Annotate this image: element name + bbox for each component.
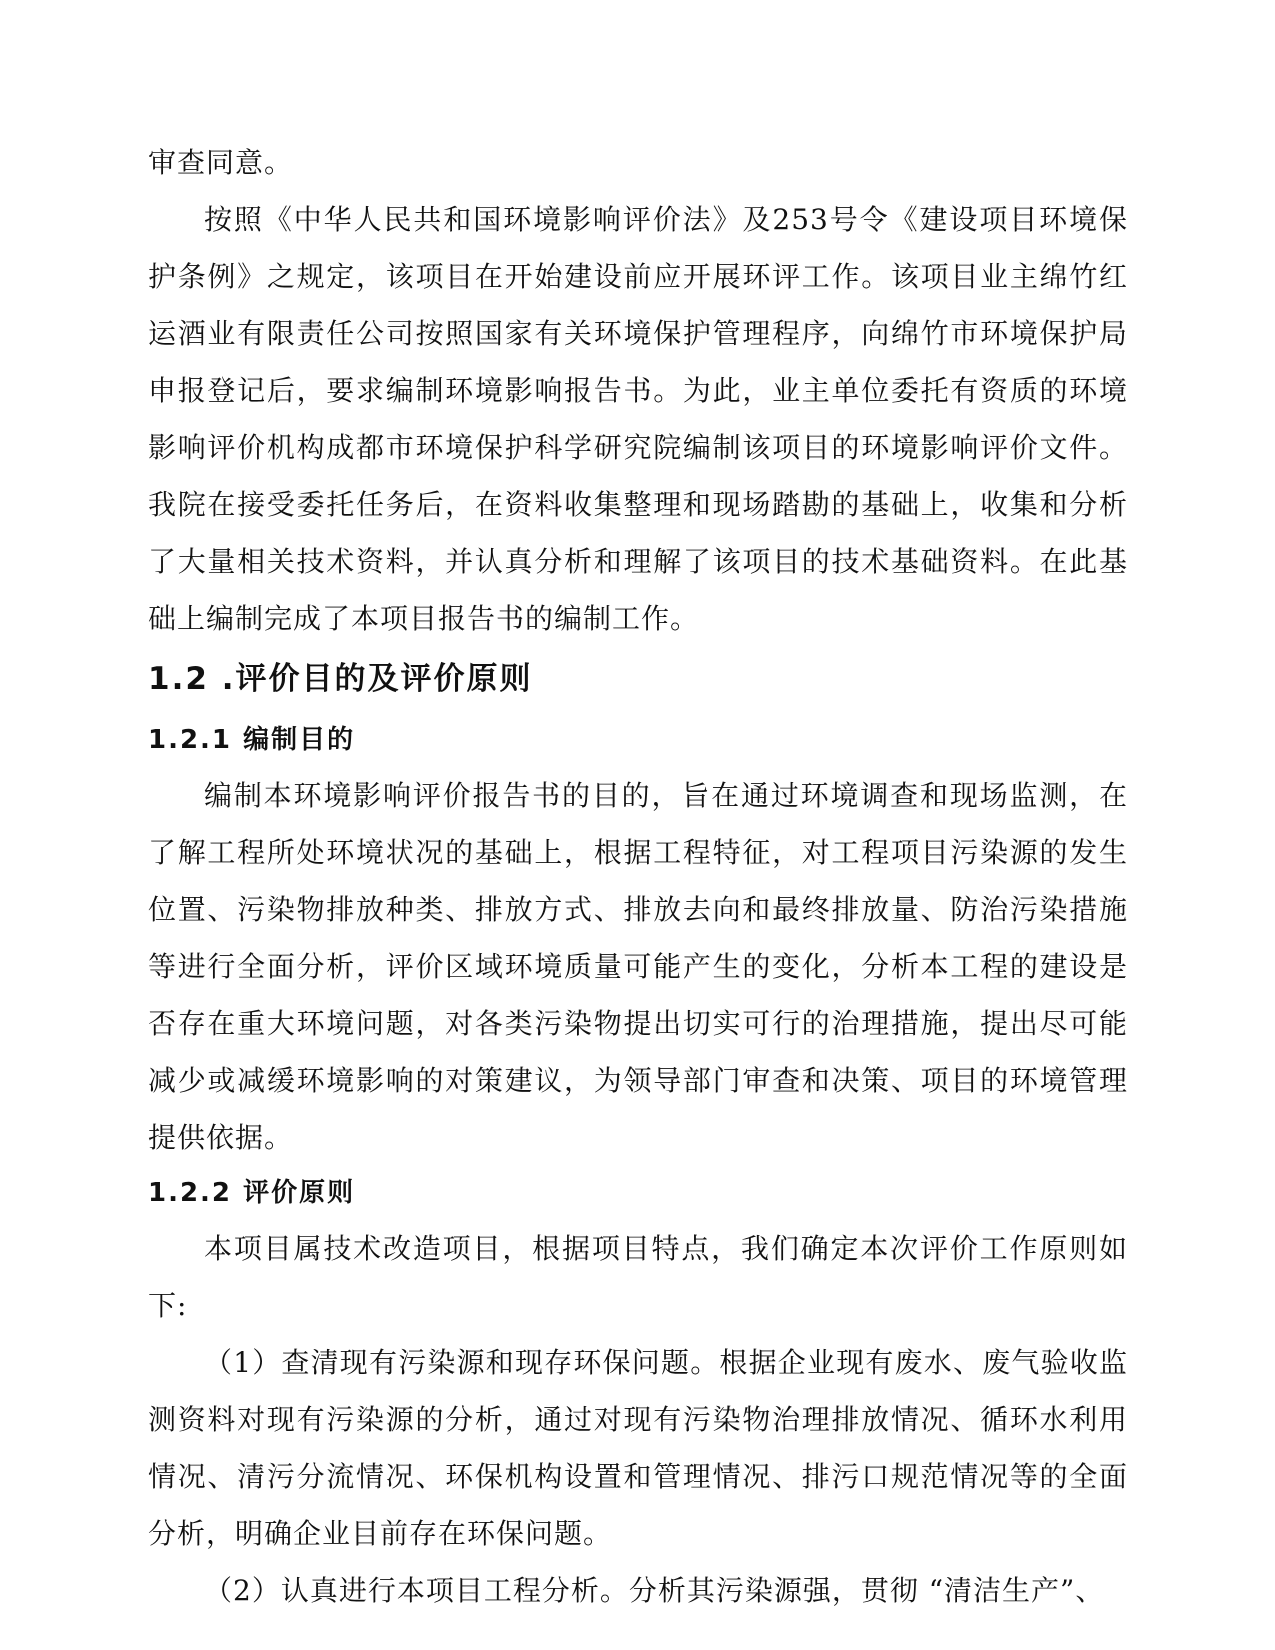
section-title-1-2-2: 1.2.2 评价原则 xyxy=(148,1178,356,1208)
paragraph-principle-1: （1）查清现有污染源和现存环保问题。根据企业现有废水、废气验收监测资料对现有污染源的分析，通过对现有污染物治理排放情况、循环水利用情况、清污分流情况、环保机构设置和管理情况、排污口规范情况等的全面分析，明确企业目前存在环保问题。 xyxy=(148,1346,1128,1550)
paragraph-background: 按照《中华人民共和国环境影响评价法》及253号令《建设项目环境保护条例》之规定，该项目在开始建设前应开展环评工作。该项目业主绵竹红运酒业有限责任公司按照国家有关环境保护管理程序，向绵竹市环境保护局申报登记后，要求编制环境影响报告书。为此，业主单位委托有资质的环境影响评价机构成都市环境保护科学研究院编制该项目的环境影响评价文件。我院在接受委托任务后，在资料收集整理和现场踏勘的基础上，收集和分析了大量相关技术资料，并认真分析和理解了该项目的技术基础资料。在此基础上编制完成了本项目报告书的编制工作。 xyxy=(148,203,1128,635)
paragraph-principle-2: （2）认真进行本项目工程分析。分析其污染源强，贯彻 “清洁生产”、 xyxy=(204,1574,1105,1607)
section-title-1-2: 1.2 .评价目的及评价原则 xyxy=(148,661,533,697)
section-title-1-2-1: 1.2.1 编制目的 xyxy=(148,725,356,755)
paragraph-purpose: 编制本环境影响评价报告书的目的，旨在通过环境调查和现场监测，在了解工程所处环境状况的基础上，根据工程特征，对工程项目污染源的发生位置、污染物排放种类、排放方式、排放去向和最终排放量、防治污染措施等进行全面分析，评价区域环境质量可能产生的变化，分析本工程的建设是否存在重大环境问题，对各类污染物提出切实可行的治理措施，提出尽可能减少或减缓环境影响的对策建议，为领导部门审查和决策、项目的环境管理提供依据。 xyxy=(148,779,1128,1154)
document-body xyxy=(148,134,1128,1619)
paragraph-review-consent: 审查同意。 xyxy=(148,146,294,179)
paragraph-principles-intro: 本项目属技术改造项目，根据项目特点，我们确定本次评价工作原则如下: xyxy=(148,1232,1128,1322)
